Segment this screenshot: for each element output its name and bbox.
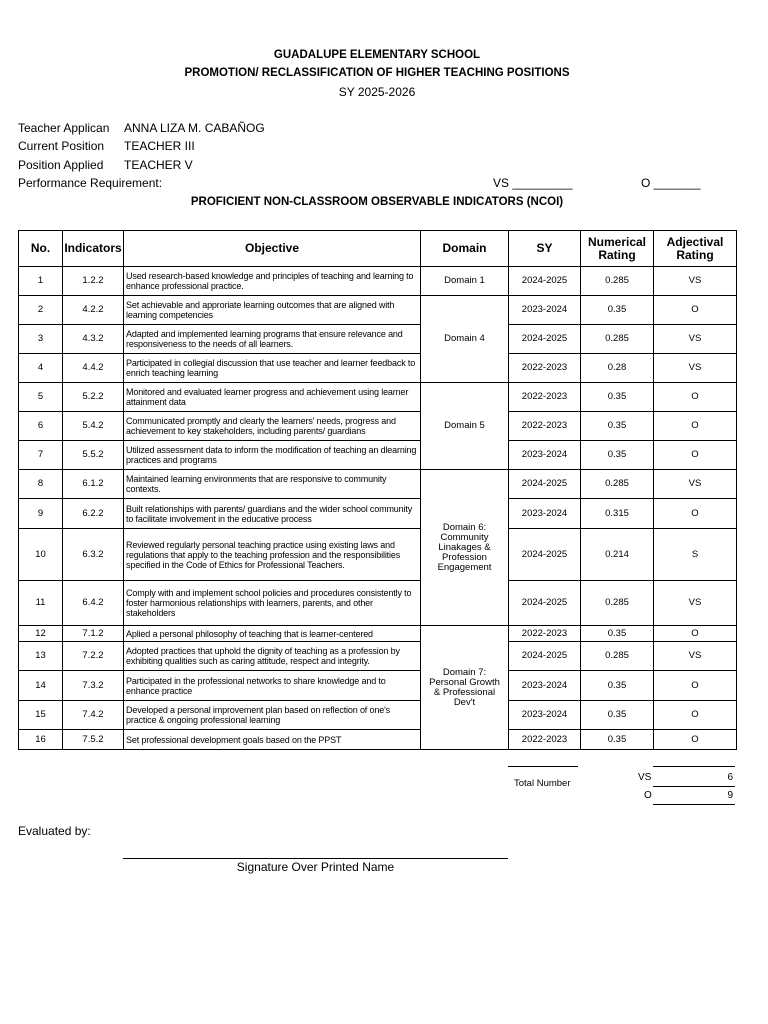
adjectival-rating-cell: O: [654, 441, 737, 470]
totals-top-rule: [653, 766, 735, 767]
objective-cell: Set professional development goals based on the PPST: [124, 730, 421, 750]
school-year-cell: 2022-2023: [509, 626, 581, 642]
adjectival-rating-cell: O: [654, 383, 737, 412]
teacher-applicant-label: Teacher Applican: [18, 121, 110, 135]
o-requirement-field: O _______: [641, 176, 701, 190]
adjectival-rating-cell: O: [654, 296, 737, 325]
indicator-cell: 5.2.2: [63, 383, 124, 412]
adjectival-rating-cell: VS: [654, 581, 737, 626]
numerical-rating-cell: 0.285: [581, 325, 654, 354]
indicator-cell: 6.2.2: [63, 499, 124, 529]
school-year-cell: 2023-2024: [509, 671, 581, 701]
school-year-cell: 2023-2024: [509, 701, 581, 730]
row-number-cell: 4: [19, 354, 63, 383]
table-body: [19, 267, 737, 750]
row-number-cell: 1: [19, 267, 63, 296]
column-header-no: No.: [19, 231, 63, 267]
objective-cell: Communicated promptly and clearly the learners' needs, progress and achievement to key stakeholders, including parents/ guardians: [124, 412, 421, 441]
numerical-rating-cell: 0.35: [581, 626, 654, 642]
objective-cell: Utilized assessment data to inform the modification of teaching an dlearning practices and programs: [124, 441, 421, 470]
indicator-cell: 5.4.2: [63, 412, 124, 441]
domain-cell: Domain 4: [421, 296, 509, 383]
table-row: [19, 730, 737, 750]
school-year-cell: 2024-2025: [509, 325, 581, 354]
adjectival-rating-cell: VS: [654, 470, 737, 499]
adjectival-rating-cell: O: [654, 671, 737, 701]
numerical-rating-cell: 0.285: [581, 642, 654, 671]
domain-cell: Domain 6: Community Linakages & Profession Engagement: [421, 470, 509, 626]
current-position-value: TEACHER III: [124, 139, 195, 153]
school-year-cell: 2024-2025: [509, 642, 581, 671]
row-number-cell: 15: [19, 701, 63, 730]
table-row: [19, 267, 737, 296]
objective-cell: Participated in collegial discussion that use teacher and learner feedback to enrich teaching learning: [124, 354, 421, 383]
indicator-cell: 6.1.2: [63, 470, 124, 499]
school-year-cell: 2024-2025: [509, 470, 581, 499]
adjectival-rating-cell: O: [654, 730, 737, 750]
school-year: SY 2025-2026: [338, 85, 416, 99]
numerical-rating-cell: 0.285: [581, 470, 654, 499]
section-title: PROFICIENT NON-CLASSROOM OBSERVABLE INDICATORS (NCOI): [190, 196, 564, 208]
adjectival-rating-cell: O: [654, 499, 737, 529]
objective-cell: Comply with and implement school policies and procedures consistently to foster harmonious relationships with learners, parents, and other stakeholders: [124, 581, 421, 626]
domain-cell: Domain 5: [421, 383, 509, 470]
numerical-rating-cell: 0.35: [581, 701, 654, 730]
school-year-cell: 2023-2024: [509, 296, 581, 325]
objective-cell: Maintained learning environments that are responsive to community contexts.: [124, 470, 421, 499]
table-row: [19, 671, 737, 701]
domain-cell: Domain 1: [421, 267, 509, 296]
row-number-cell: 7: [19, 441, 63, 470]
indicator-cell: 4.3.2: [63, 325, 124, 354]
signature-caption: Signature Over Printed Name: [236, 860, 395, 874]
indicator-cell: 7.4.2: [63, 701, 124, 730]
table-row: [19, 296, 737, 325]
school-year-cell: 2024-2025: [509, 529, 581, 581]
row-number-cell: 13: [19, 642, 63, 671]
objective-cell: Used research-based knowledge and principles of teaching and learning to enhance professional practice.: [124, 267, 421, 296]
numerical-rating-cell: 0.315: [581, 499, 654, 529]
objective-cell: Aplied a personal philosophy of teaching that is learner-centered: [124, 626, 421, 642]
school-year-cell: 2022-2023: [509, 730, 581, 750]
numerical-rating-cell: 0.35: [581, 383, 654, 412]
indicator-cell: 7.1.2: [63, 626, 124, 642]
numerical-rating-cell: 0.35: [581, 296, 654, 325]
table-row: [19, 441, 737, 470]
numerical-rating-cell: 0.35: [581, 671, 654, 701]
adjectival-rating-cell: VS: [654, 642, 737, 671]
objective-cell: Reviewed regularly personal teaching practice using existing laws and regulations that apply to the teaching profession and the responsibilities specified in the Code of Ethics for Professional Teachers.: [124, 529, 421, 581]
vs-requirement-field: VS _________: [493, 176, 573, 190]
adjectival-rating-cell: S: [654, 529, 737, 581]
row-number-cell: 8: [19, 470, 63, 499]
school-year-cell: 2024-2025: [509, 267, 581, 296]
school-year-cell: 2022-2023: [509, 354, 581, 383]
school-year-cell: 2023-2024: [509, 499, 581, 529]
column-header-domain: Domain: [421, 231, 509, 267]
indicator-cell: 6.3.2: [63, 529, 124, 581]
total-vs-rule: [653, 786, 735, 787]
adjectival-rating-cell: O: [654, 626, 737, 642]
indicator-cell: 6.4.2: [63, 581, 124, 626]
objective-cell: Built relationships with parents/ guardians and the wider school community to facilitate involvement in the educative process: [124, 499, 421, 529]
total-o-label: O: [644, 790, 652, 801]
school-name: GUADALUPE ELEMENTARY SCHOOL: [273, 49, 481, 61]
numerical-rating-cell: 0.285: [581, 267, 654, 296]
objective-cell: Developed a personal improvement plan based on reflection of one's practice & ongoing professional learning: [124, 701, 421, 730]
indicator-cell: 1.2.2: [63, 267, 124, 296]
adjectival-rating-cell: VS: [654, 267, 737, 296]
objective-cell: Adapted and implemented learning programs that ensure relevance and responsiveness to the needs of all learners.: [124, 325, 421, 354]
column-header-sy: SY: [509, 231, 581, 267]
total-o-count: 9: [727, 790, 733, 801]
table-row: [19, 529, 737, 581]
objective-cell: Adopted practices that uphold the dignity of teaching as a profession by exhibiting qualities such as caring attitude, respect and integrity.: [124, 642, 421, 671]
row-number-cell: 5: [19, 383, 63, 412]
total-number-rule: [508, 766, 578, 767]
table-row: [19, 470, 737, 499]
table-row: [19, 354, 737, 383]
column-header-adjectival-rating: Adjectival Rating: [654, 231, 737, 267]
indicator-cell: 4.4.2: [63, 354, 124, 383]
school-year-cell: 2022-2023: [509, 412, 581, 441]
table-header-row: [19, 231, 737, 267]
numerical-rating-cell: 0.35: [581, 730, 654, 750]
column-header-indicators: Indicators: [63, 231, 124, 267]
school-year-cell: 2023-2024: [509, 441, 581, 470]
total-o-rule: [653, 804, 735, 805]
indicator-cell: 5.5.2: [63, 441, 124, 470]
school-year-cell: 2022-2023: [509, 383, 581, 412]
position-applied-value: TEACHER V: [124, 158, 193, 172]
column-header-objective: Objective: [124, 231, 421, 267]
row-number-cell: 2: [19, 296, 63, 325]
row-number-cell: 6: [19, 412, 63, 441]
column-header-numerical-rating: Numerical Rating: [581, 231, 654, 267]
indicator-cell: 4.2.2: [63, 296, 124, 325]
numerical-rating-cell: 0.35: [581, 441, 654, 470]
domain-cell: Domain 7: Personal Growth & Professional Dev't: [421, 626, 509, 750]
indicator-cell: 7.2.2: [63, 642, 124, 671]
numerical-rating-cell: 0.28: [581, 354, 654, 383]
current-position-label: Current Position: [18, 139, 105, 153]
signature-line: [123, 858, 508, 859]
table-row: [19, 581, 737, 626]
teacher-applicant-name: ANNA LIZA M. CABAÑOG: [124, 121, 265, 135]
numerical-rating-cell: 0.285: [581, 581, 654, 626]
objective-cell: Participated in the professional networks to share knowledge and to enhance practice: [124, 671, 421, 701]
total-vs-label: VS: [638, 772, 652, 783]
table-row: [19, 383, 737, 412]
indicator-cell: 7.3.2: [63, 671, 124, 701]
total-vs-count: 6: [727, 772, 733, 783]
row-number-cell: 16: [19, 730, 63, 750]
ncoi-table: [18, 230, 737, 750]
table-row: [19, 701, 737, 730]
row-number-cell: 3: [19, 325, 63, 354]
table-row: [19, 626, 737, 642]
total-number-label: Total Number: [514, 778, 571, 789]
numerical-rating-cell: 0.214: [581, 529, 654, 581]
adjectival-rating-cell: O: [654, 701, 737, 730]
table-row: [19, 412, 737, 441]
document-title: PROMOTION/ RECLASSIFICATION OF HIGHER TEACHING POSITIONS: [184, 67, 570, 79]
adjectival-rating-cell: VS: [654, 325, 737, 354]
objective-cell: Set achievable and approriate learning outcomes that are aligned with learning competencies: [124, 296, 421, 325]
row-number-cell: 11: [19, 581, 63, 626]
objective-cell: Monitored and evaluated learner progress and achievement using learner attainment data: [124, 383, 421, 412]
row-number-cell: 14: [19, 671, 63, 701]
indicator-cell: 7.5.2: [63, 730, 124, 750]
table-row: [19, 499, 737, 529]
performance-requirement-label: Performance Requirement:: [18, 176, 163, 190]
adjectival-rating-cell: O: [654, 412, 737, 441]
row-number-cell: 9: [19, 499, 63, 529]
evaluated-by-label: Evaluated by:: [18, 824, 91, 838]
table-row: [19, 325, 737, 354]
table-row: [19, 642, 737, 671]
row-number-cell: 12: [19, 626, 63, 642]
school-year-cell: 2024-2025: [509, 581, 581, 626]
position-applied-label: Position Applied: [18, 158, 104, 172]
row-number-cell: 10: [19, 529, 63, 581]
adjectival-rating-cell: VS: [654, 354, 737, 383]
numerical-rating-cell: 0.35: [581, 412, 654, 441]
